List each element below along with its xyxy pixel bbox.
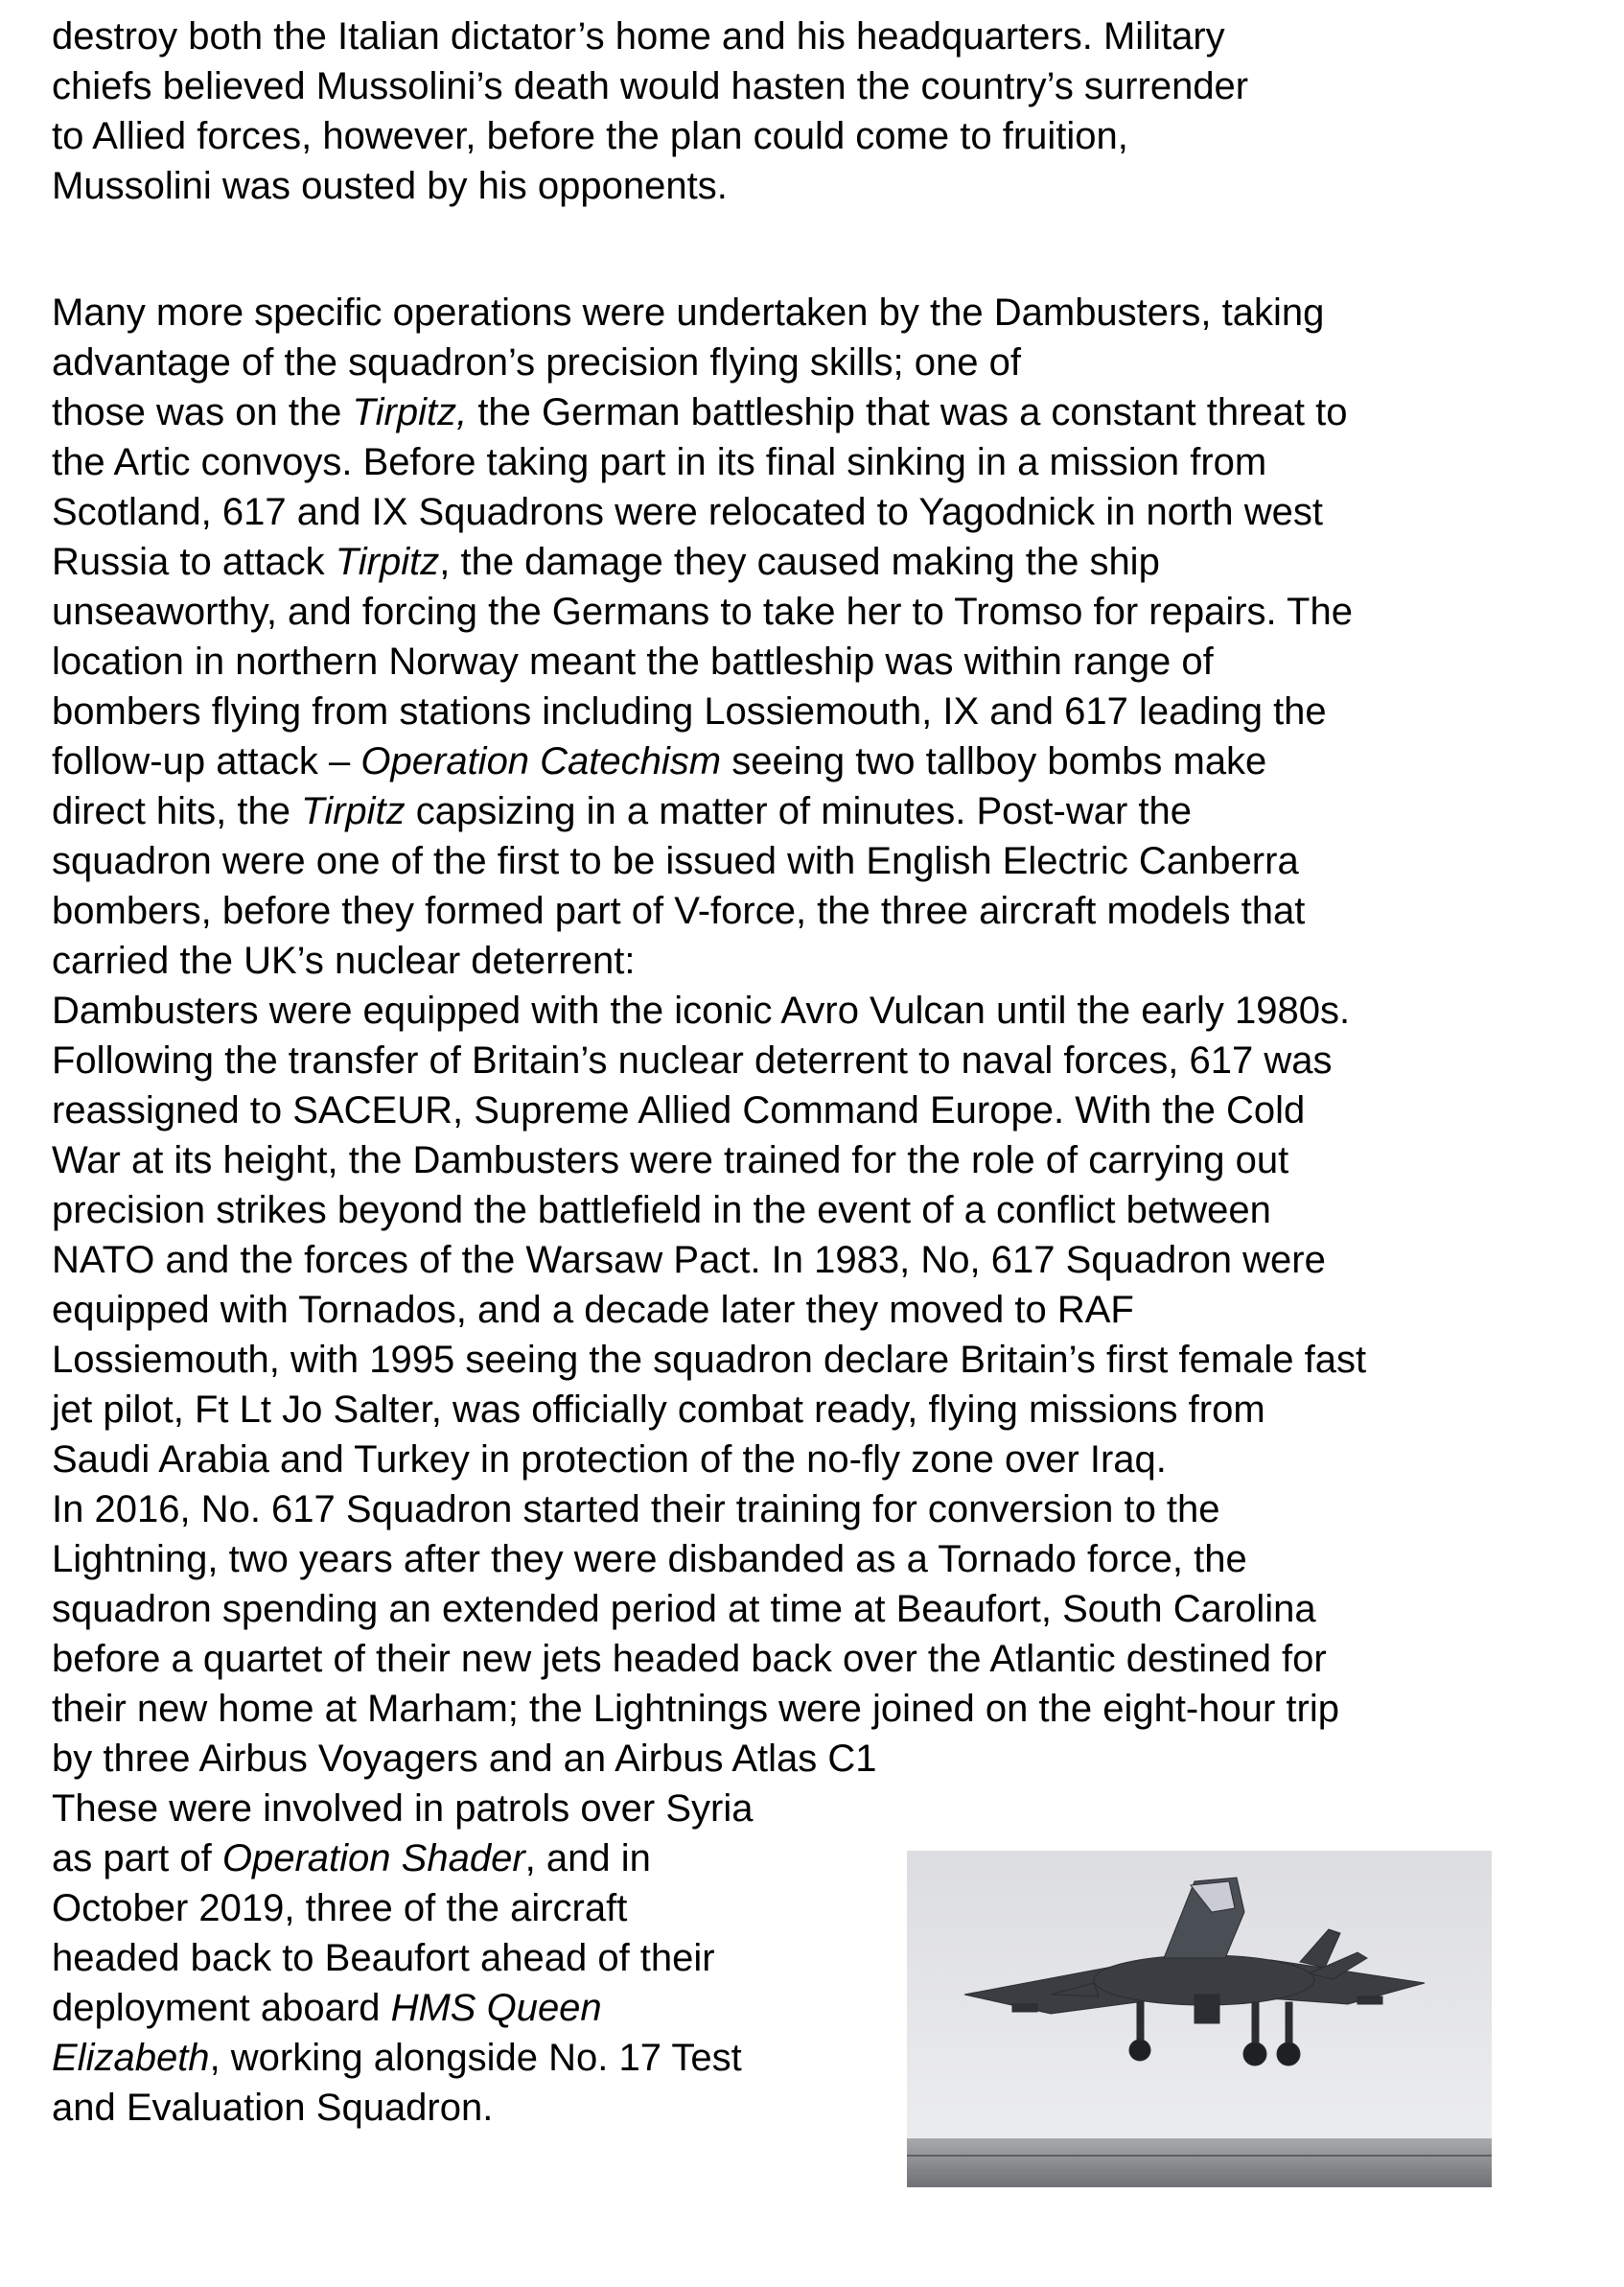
ship-name: HMS Queen: [390, 1987, 602, 2029]
text-line: jet pilot, Ft Lt Jo Salter, was officially combat ready, flying missions from: [52, 1389, 1265, 1431]
text-line: before a quartet of their new jets headed back over the Atlantic destined for: [52, 1638, 1327, 1680]
text-line: carried the UK’s nuclear deterrent:: [52, 940, 636, 982]
text-line: Scotland, 617 and IX Squadrons were relocated to Yagodnick in north west: [52, 491, 1324, 533]
text-line: War at its height, the Dambusters were trained for the role of carrying out: [52, 1139, 1289, 1181]
text-line: Lightning, two years after they were disbanded as a Tornado force, the: [52, 1538, 1247, 1580]
text-line: Many more specific operations were undertaken by the Dambusters, taking: [52, 292, 1325, 334]
text-line: destroy both the Italian dictator’s home and his headquarters. Military: [52, 15, 1225, 58]
text-line: follow-up attack – Operation Catechism seeing two tallboy bombs make: [52, 740, 1267, 782]
text-line: as part of Operation Shader, and in: [52, 1837, 651, 1879]
ship-name: Elizabeth: [52, 2037, 210, 2079]
operation-name: Operation Catechism: [360, 740, 722, 782]
text-line: These were involved in patrols over Syria: [52, 1787, 754, 1830]
text-line: bombers, before they formed part of V-force, the three aircraft models that: [52, 890, 1306, 932]
text-line: headed back to Beaufort ahead of their: [52, 1937, 715, 1979]
text-line: to Allied forces, however, before the plan could come to fruition,: [52, 115, 1128, 157]
aircraft-photo: [907, 1851, 1492, 2187]
text-line: chiefs believed Mussolini’s death would hasten the country’s surrender: [52, 65, 1249, 107]
text-line: Following the transfer of Britain’s nuclear deterrent to naval forces, 617 was: [52, 1039, 1333, 1082]
text-line: location in northern Norway meant the battleship was within range of: [52, 641, 1214, 683]
text-line: their new home at Marham; the Lightnings were joined on the eight-hour trip: [52, 1688, 1339, 1730]
text-line: unseaworthy, and forcing the Germans to take her to Tromso for repairs. The: [52, 591, 1353, 633]
text-line: Dambusters were equipped with the iconic Avro Vulcan until the early 1980s.: [52, 990, 1351, 1032]
text-line: bombers flying from stations including Lossiemouth, IX and 617 leading the: [52, 690, 1327, 733]
text-line: and Evaluation Squadron.: [52, 2087, 494, 2129]
text-line: the Artic convoys. Before taking part in its final sinking in a mission from: [52, 441, 1267, 483]
text-line: Mussolini was ousted by his opponents.: [52, 165, 728, 207]
ship-name: Tirpitz,: [352, 391, 468, 433]
text-line: advantage of the squadron’s precision flying skills; one of: [52, 341, 1021, 384]
text-line: equipped with Tornados, and a decade later they moved to RAF: [52, 1289, 1134, 1331]
text-line: Lossiemouth, with 1995 seeing the squadron declare Britain’s first female fast: [52, 1339, 1367, 1381]
text-line: deployment aboard HMS Queen: [52, 1987, 602, 2029]
ship-name: Tirpitz: [335, 541, 440, 583]
text-line: reassigned to SACEUR, Supreme Allied Command Europe. With the Cold: [52, 1089, 1306, 1132]
text-line: October 2019, three of the aircraft: [52, 1887, 628, 1929]
fighter-jet-icon: [907, 1851, 1492, 2187]
text-line: In 2016, No. 617 Squadron started their training for conversion to the: [52, 1488, 1220, 1530]
text-line: squadron were one of the first to be issued with English Electric Canberra: [52, 840, 1299, 882]
text-line: precision strikes beyond the battlefield in the event of a conflict between: [52, 1189, 1271, 1231]
operation-name: Operation Shader: [221, 1837, 525, 1879]
text-line: Saudi Arabia and Turkey in protection of the no-fly zone over Iraq.: [52, 1438, 1167, 1481]
text-line: Elizabeth, working alongside No. 17 Test: [52, 2037, 742, 2079]
deck: [907, 2138, 1492, 2187]
ship-name: Tirpitz: [301, 790, 406, 832]
text-line: squadron spending an extended period at time at Beaufort, South Carolina: [52, 1588, 1316, 1630]
text-line: Russia to attack Tirpitz, the damage they caused making the ship: [52, 541, 1160, 583]
text-line: direct hits, the Tirpitz capsizing in a matter of minutes. Post-war the: [52, 790, 1193, 832]
text-line: those was on the Tirpitz, the German battleship that was a constant threat to: [52, 391, 1348, 433]
text-line: NATO and the forces of the Warsaw Pact. In 1983, No, 617 Squadron were: [52, 1239, 1326, 1281]
text-line: by three Airbus Voyagers and an Airbus Atlas C1: [52, 1738, 877, 1780]
